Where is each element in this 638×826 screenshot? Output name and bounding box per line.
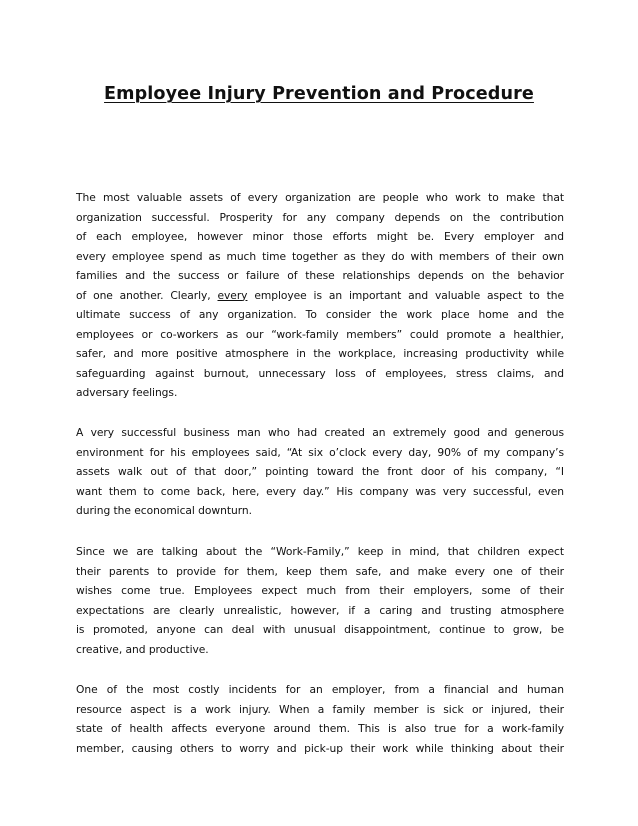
document-title <box>0 84 638 104</box>
paragraph-line: want them to come back, here, every day.” His company was very successful, even <box>76 484 564 498</box>
paragraph-line: wishes come true. Employees expect much from their employers, some of their <box>76 584 564 597</box>
paragraph-line: their parents to provide for them, keep them safe, and make every one of their <box>76 564 564 578</box>
paragraph-line: employees or co-workers as our “work-family members” could promote a healthier, <box>76 327 564 341</box>
line-end: employee is an important and valuable aspect to the <box>247 288 564 302</box>
paragraph-line-with-emphasis <box>76 286 564 306</box>
line-start: of one another. Clearly, <box>76 288 218 302</box>
paragraph-3 <box>76 542 564 659</box>
paragraph-line: during the economical downturn. <box>76 504 252 517</box>
paragraph-line: environment for his employees said, “At six o’clock every day, 90% of my company’s <box>76 445 564 459</box>
paragraph-line: ultimate success of any organization. To consider the work place home and the <box>76 308 564 321</box>
paragraph-line: every employee spend as much time together as they do with members of their own <box>76 249 564 263</box>
paragraph-line: The most valuable assets of every organization are people who work to make that <box>76 191 564 204</box>
paragraph-line: One of the most costly incidents for an employer, from a financial and human <box>76 683 564 696</box>
paragraph-line: organization successful. Prosperity for any company depends on the contribution <box>76 210 564 224</box>
paragraph-line: member, causing others to worry and pick-up their work while thinking about their <box>76 741 564 755</box>
paragraph-line: A very successful business man who had created an extremely good and generous <box>76 426 564 439</box>
paragraph-line: adversary feelings. <box>76 386 178 399</box>
paragraph-line: safer, and more positive atmosphere in the workplace, increasing productivity while <box>76 347 564 360</box>
paragraph-2 <box>76 423 564 521</box>
underlined-word: every <box>217 288 248 302</box>
paragraph-line: safeguarding against burnout, unnecessary loss of employees, stress claims, and <box>76 366 564 380</box>
paragraph-line: expectations are clearly unrealistic, however, if a caring and trusting atmosphere <box>76 603 564 617</box>
paragraph-line: state of health affects everyone around them. This is also true for a work-family <box>76 722 564 735</box>
paragraph-line: creative, and productive. <box>76 642 209 656</box>
document-title-text: Employee Injury Prevention and Procedure <box>104 84 534 104</box>
paragraph-line: assets walk out of that door,” pointing toward the front door of his company, “I <box>76 465 564 478</box>
paragraph-1 <box>76 188 564 403</box>
paragraph-4 <box>76 680 564 758</box>
paragraph-line: resource aspect is a work injury. When a family member is sick or injured, their <box>76 702 564 716</box>
paragraph-line: families and the success or failure of these relationships depends on the behavior <box>76 269 564 282</box>
paragraph-line: of each employee, however minor those efforts might be. Every employer and <box>76 230 564 243</box>
paragraph-line: Since we are talking about the “Work-Family,” keep in mind, that children expect <box>76 545 564 558</box>
paragraph-line: is promoted, anyone can deal with unusual disappointment, continue to grow, be <box>76 623 564 636</box>
